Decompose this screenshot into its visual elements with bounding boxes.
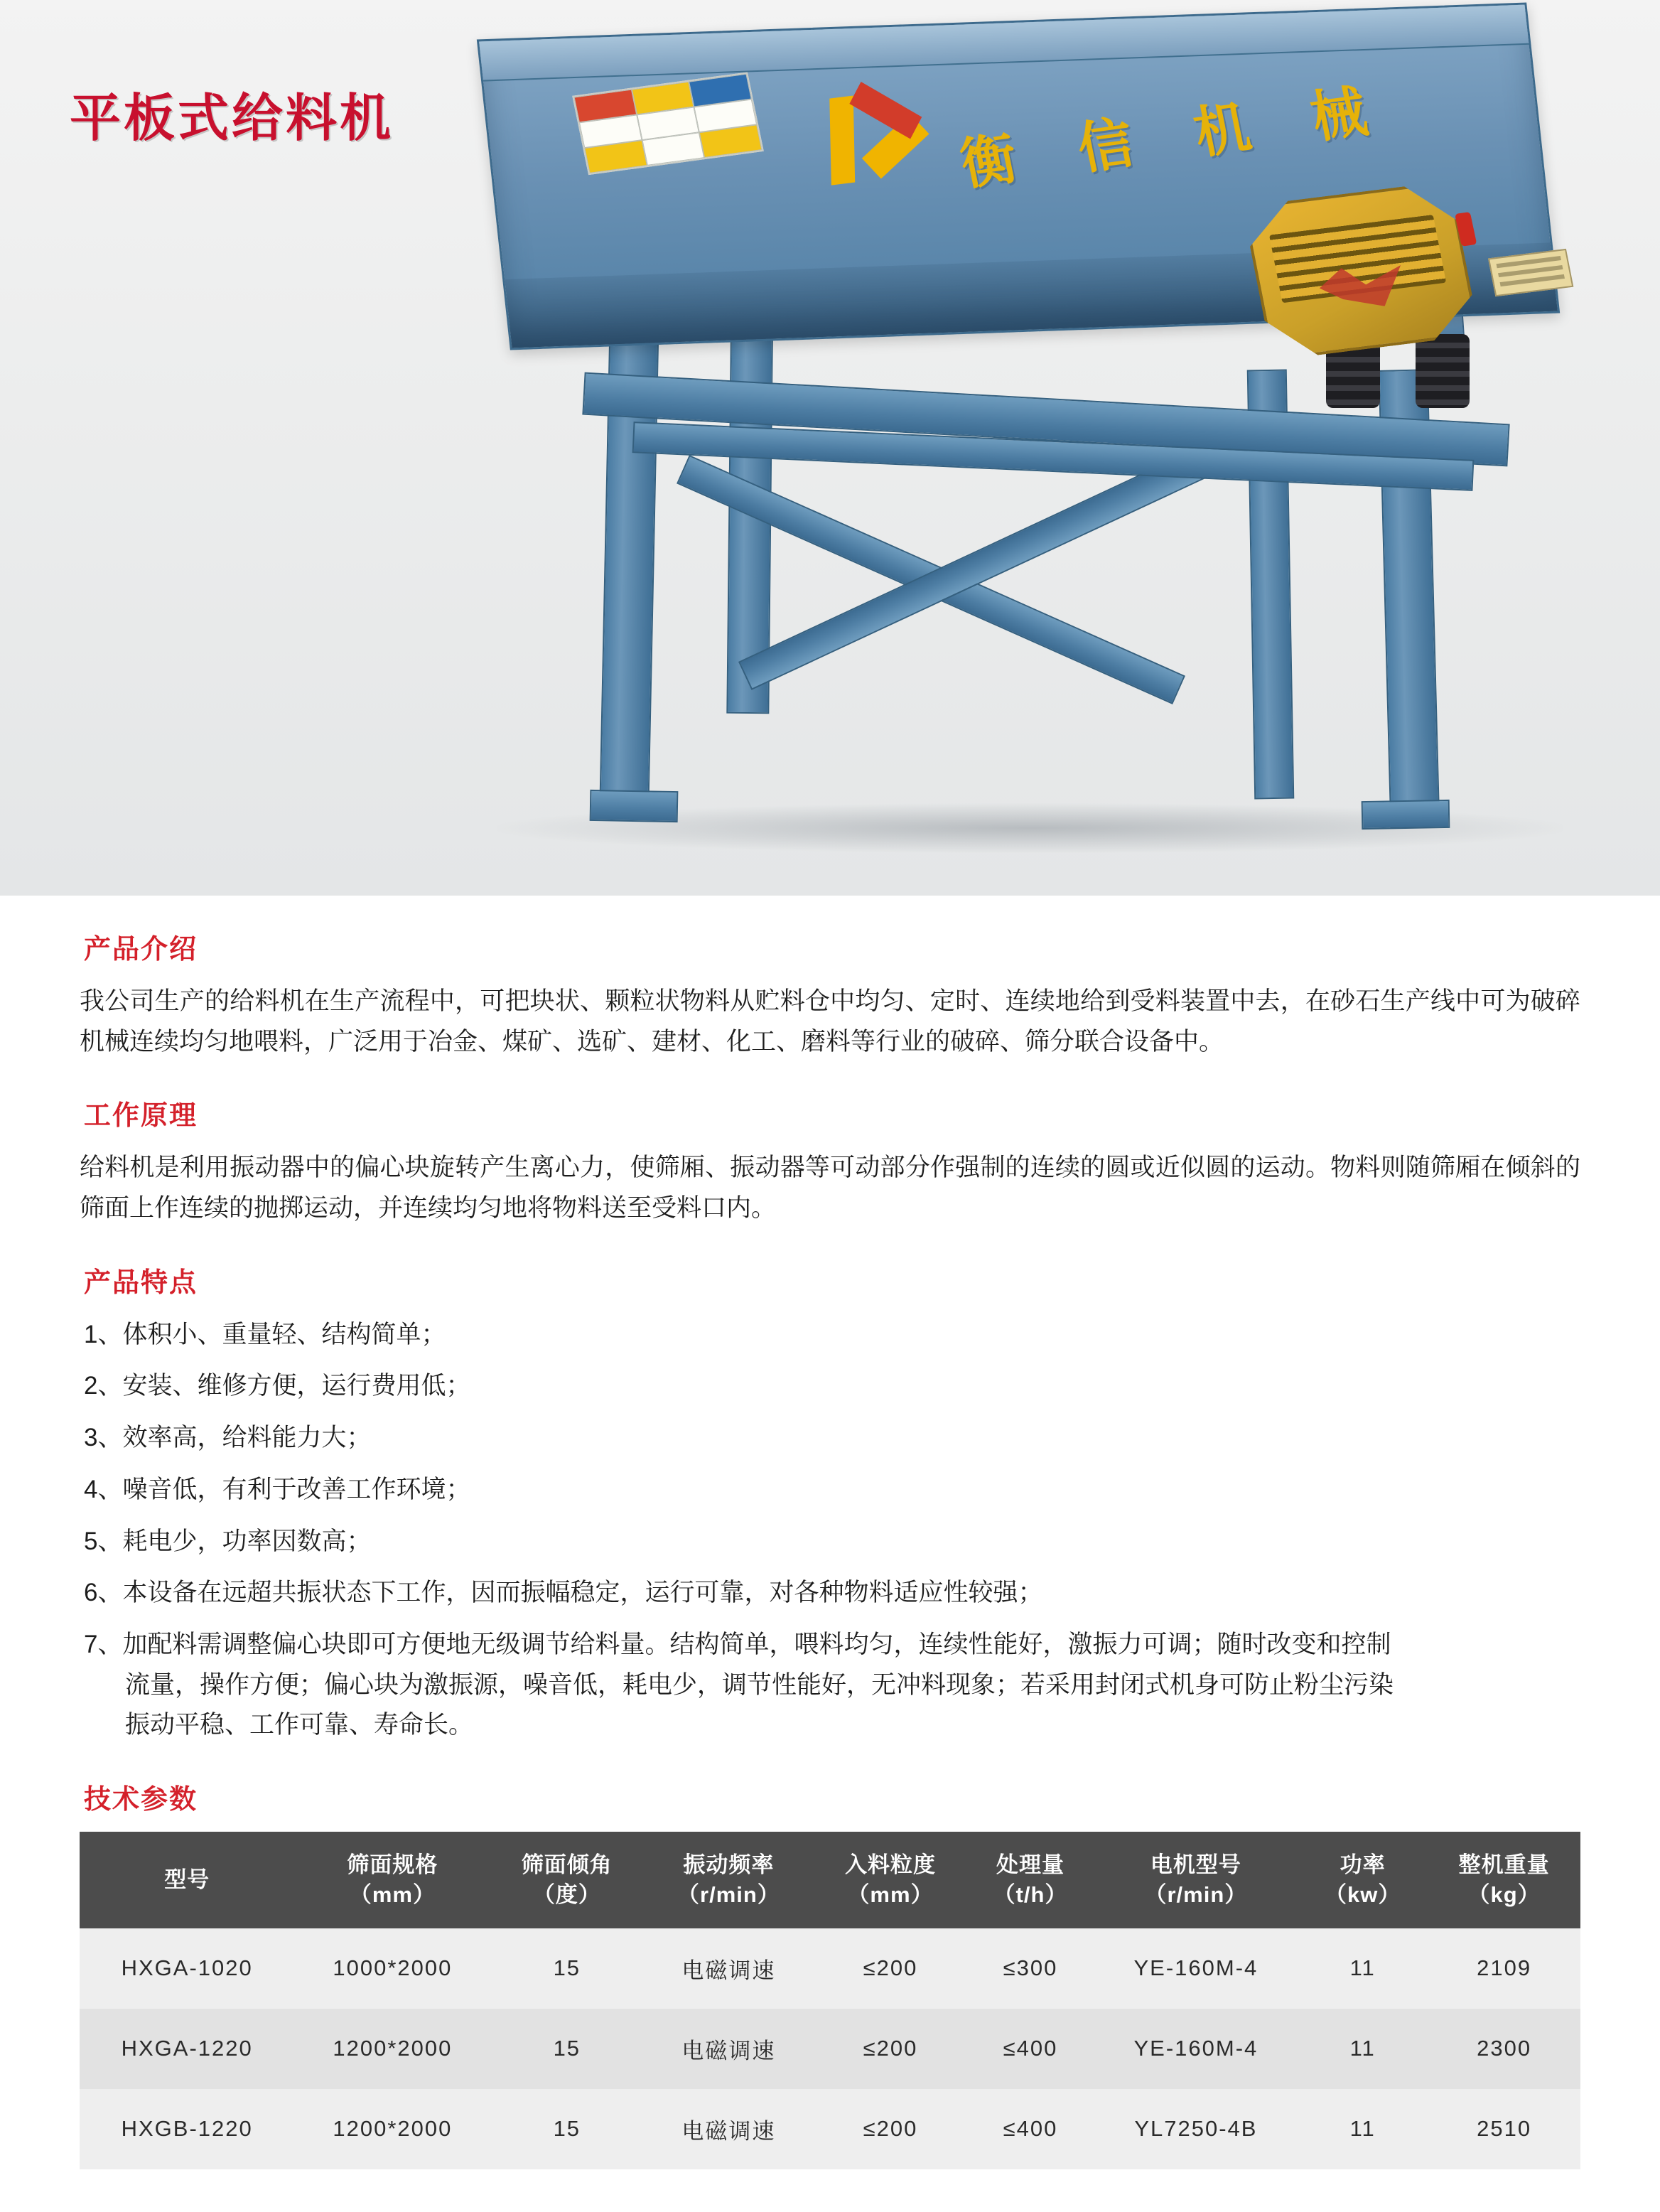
column-header-name: 筛面倾角 — [521, 1852, 613, 1877]
table-cell: HXGB-1220 — [121, 2116, 253, 2142]
table-cell: 1200*2000 — [333, 2116, 453, 2142]
list-item-line: 振动平稳、工作可靠、寿命长。 — [125, 1711, 474, 1739]
table-cell: 11 — [1349, 2036, 1376, 2061]
list-item: 6、本设备在远超共振状态下工作，因而振幅稳定，运行可靠，对各种物料适应性较强； — [84, 1579, 1043, 1607]
column-header — [814, 1832, 967, 1928]
column-header — [490, 1832, 643, 1928]
column-header-unit: （kg） — [1467, 1881, 1541, 1907]
hero-banner — [0, 0, 1660, 896]
feature-list — [80, 1315, 1580, 1746]
column-header-name: 整机重量 — [1458, 1852, 1550, 1877]
column-header-unit: （kw） — [1324, 1881, 1401, 1907]
specs-table-body — [80, 1928, 1580, 2169]
list-item: 5、耗电少，功率因数高； — [84, 1527, 372, 1555]
column-header-name: 处理量 — [996, 1852, 1065, 1877]
page-title: 平板式给料机 — [70, 90, 394, 147]
column-header — [643, 1832, 814, 1928]
table-cell: ≤400 — [1003, 2116, 1058, 2142]
section-heading-principle: 工作原理 — [84, 1101, 198, 1132]
section-heading-intro: 产品介绍 — [84, 935, 198, 965]
spring-right-2 — [1416, 334, 1470, 408]
table-cell: 1000*2000 — [333, 1955, 453, 1981]
column-header-unit: （r/min） — [677, 1881, 780, 1907]
column-header-name: 功率 — [1340, 1852, 1386, 1877]
table-cell: 电磁调速 — [681, 1958, 776, 1983]
table-row — [80, 2009, 1580, 2089]
table-cell: 电磁调速 — [681, 2038, 776, 2063]
column-header-name: 型号 — [164, 1867, 210, 1892]
list-item: 3、效率高，给料能力大； — [84, 1424, 372, 1452]
feeder-trough — [477, 3, 1560, 350]
list-item-line: 流量，操作方便；偏心块为激振源，噪音低，耗电少，调节性能好，无冲料现象；若采用封闭式机身可防止粉尘污染 — [125, 1670, 1394, 1699]
table-cell: YE-160M-4 — [1133, 2036, 1259, 2061]
column-header — [1094, 1832, 1298, 1928]
column-header-name: 入料粒度 — [845, 1852, 937, 1877]
list-item: 1、体积小、重量轻、结构简单； — [84, 1320, 446, 1348]
table-cell: 15 — [553, 2116, 581, 2142]
list-item: 4、噪音低，有利于改善工作环境； — [84, 1475, 471, 1503]
table-cell: ≤400 — [1003, 2036, 1058, 2061]
column-header-unit: （t/h） — [993, 1881, 1068, 1907]
intro-paragraph: 我公司生产的给料机在生产流程中，可把块状、颗粒状物料从贮料仓中均匀、定时、连续地给到受料装置中去，在砂石生产线中可为破碎机械连续均匀地喂料，广泛用于冶金、煤矿、选矿、建材、化工、磨料等行业的破碎、筛分联合设备中。 — [80, 987, 1580, 1056]
column-header-name: 筛面规格 — [347, 1852, 438, 1877]
column-header-unit: （mm） — [847, 1881, 934, 1907]
column-header-unit: （度） — [532, 1881, 601, 1907]
section-heading-specs: 技术参数 — [84, 1784, 198, 1815]
table-cell: ≤300 — [1003, 1955, 1058, 1981]
table-cell: 15 — [553, 2036, 581, 2061]
list-item-line: 7、加配料需调整偏心块即可方便地无级调节给料量。结构简单，喂料均匀，连续性能好，激振力可调；随时改变和控制 — [84, 1630, 1391, 1658]
specs-table — [80, 1832, 1580, 2169]
brand-logo-icon — [815, 87, 936, 186]
table-cell: HXGA-1020 — [121, 1955, 253, 1981]
table-header-row — [80, 1832, 1580, 1928]
brand-name: 衡 信 机 械 — [955, 76, 1396, 196]
table-cell: 2109 — [1477, 1955, 1532, 1981]
table-cell: 2300 — [1477, 2036, 1532, 2061]
table-cell: 电磁调速 — [681, 2118, 776, 2144]
column-header — [966, 1832, 1094, 1928]
list-item — [80, 1625, 1580, 1746]
section-heading-features: 产品特点 — [84, 1267, 198, 1298]
table-cell: ≤200 — [863, 2116, 918, 2142]
principle-paragraph: 给料机是利用振动器中的偏心块旋转产生离心力，使筛厢、振动器等可动部分作强制的连续的圆或近似圆的运动。物料则随筛厢在倾斜的筛面上作连续的抛掷运动，并连续均匀地将物料送至受料口内。 — [80, 1154, 1580, 1223]
table-cell: 1200*2000 — [333, 2036, 453, 2061]
table-row — [80, 1928, 1580, 2009]
frame-foot-left — [590, 790, 679, 822]
column-header — [80, 1832, 294, 1928]
table-cell: YE-160M-4 — [1133, 1955, 1259, 1981]
table-cell: HXGA-1220 — [121, 2036, 253, 2061]
table-cell: ≤200 — [863, 2036, 918, 2061]
column-header-unit: （r/min） — [1144, 1881, 1248, 1907]
column-header — [294, 1832, 490, 1928]
column-header-name: 振动频率 — [683, 1852, 775, 1877]
column-header-name: 电机型号 — [1150, 1852, 1241, 1877]
table-row — [80, 2089, 1580, 2169]
list-item: 2、安装、维修方便，运行费用低； — [84, 1372, 471, 1400]
table-cell: YL7250-4B — [1134, 2116, 1258, 2142]
table-cell: ≤200 — [863, 1955, 918, 1981]
column-header — [1298, 1832, 1428, 1928]
column-header-unit: （mm） — [349, 1881, 436, 1907]
table-cell: 2510 — [1477, 2116, 1532, 2142]
content-body — [0, 927, 1660, 2212]
column-header — [1428, 1832, 1580, 1928]
specs-table-head — [80, 1832, 1580, 1928]
table-cell: 11 — [1349, 2116, 1376, 2142]
product-illustration — [455, 0, 1620, 888]
frame-foot-right — [1362, 800, 1450, 830]
safety-warning-sticker-icon — [572, 72, 764, 175]
table-cell: 11 — [1349, 1955, 1376, 1981]
table-cell: 15 — [553, 1955, 581, 1981]
